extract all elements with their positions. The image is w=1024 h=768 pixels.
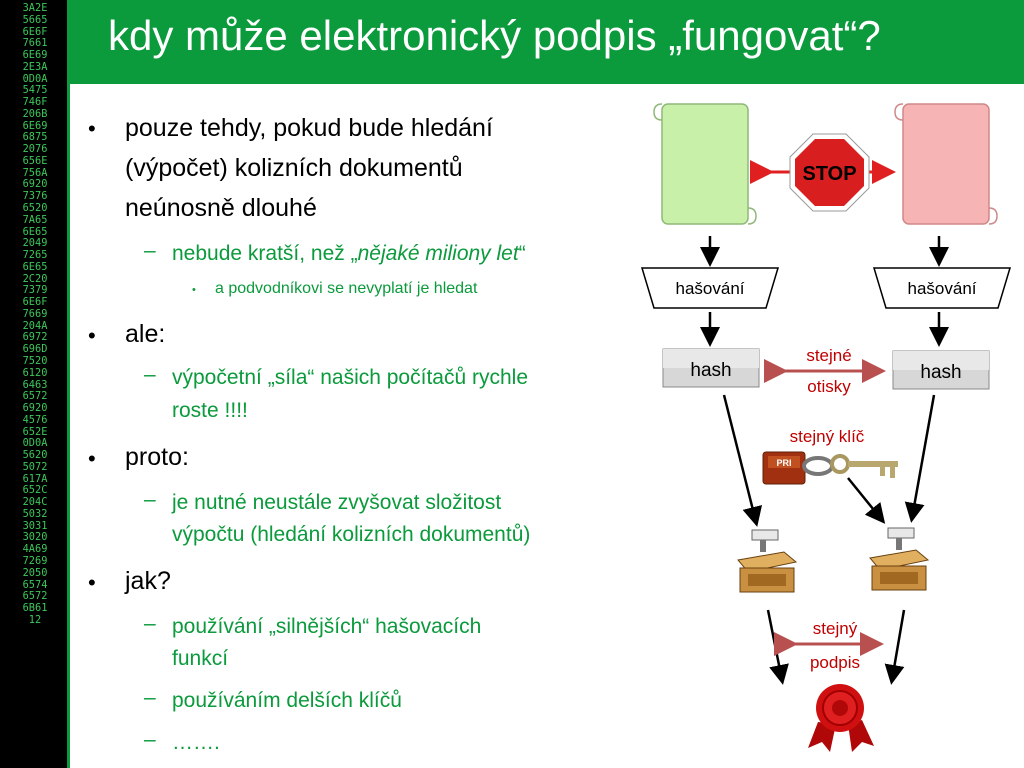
hex-code: 12 xyxy=(28,613,42,626)
hex-code: 5475 xyxy=(22,84,48,97)
hex-code: 6920 xyxy=(22,402,48,415)
dash-marker: – xyxy=(144,363,156,386)
hex-code: 7265 xyxy=(22,249,48,262)
hex-code: 7269 xyxy=(22,554,48,567)
hex-code: 6B61 xyxy=(22,602,48,615)
hex-code: 2C20 xyxy=(22,272,48,285)
hex-code: 0D0A xyxy=(22,437,48,450)
hex-code: 204A xyxy=(22,319,48,332)
hex-code: 696D xyxy=(22,343,48,356)
bullet-marker: • xyxy=(88,116,96,141)
sidebar xyxy=(0,0,70,768)
hex-code: 5620 xyxy=(22,449,48,462)
hex-code: 6E65 xyxy=(22,225,48,238)
bullet-b1-1 xyxy=(172,237,526,270)
hex-code: 6920 xyxy=(22,178,48,191)
private-key-icon xyxy=(763,452,898,484)
bullet-marker: • xyxy=(88,446,96,471)
hex-code: 3020 xyxy=(22,531,48,544)
hex-code: 6E65 xyxy=(22,260,48,273)
hex-code: 7520 xyxy=(22,354,48,367)
hex-code: 652C xyxy=(22,484,48,497)
same-signature-line1: stejný xyxy=(812,619,858,638)
hex-code: 206B xyxy=(22,107,48,120)
hex-code: 4576 xyxy=(22,413,48,426)
hash-left-label: hash xyxy=(690,360,732,381)
hashing-right-label: hašování xyxy=(907,279,977,298)
hex-code: 6875 xyxy=(22,131,48,144)
hex-code: 7376 xyxy=(22,190,48,203)
bullet-b4-2: používáním delších klíčů xyxy=(172,689,402,712)
hex-code: 5665 xyxy=(22,13,48,26)
hex-code: 656E xyxy=(22,154,48,167)
hashing-left-box xyxy=(642,268,778,308)
document-left-icon xyxy=(654,104,756,224)
bullet-b2-1-line1: výpočetní „síla“ našich počítačů rychle xyxy=(172,366,528,389)
seal-icon xyxy=(808,684,874,752)
hex-code: 6572 xyxy=(22,390,48,403)
hex-code: 7A65 xyxy=(22,213,48,226)
hex-code: 6120 xyxy=(22,366,48,379)
document-right-icon xyxy=(895,104,997,224)
hash-right-box xyxy=(893,351,989,389)
signature-diagram xyxy=(600,90,1020,760)
bullet-b1-1-emphasis: nějaké miliony let xyxy=(357,242,519,265)
hex-code: 6E6F xyxy=(22,296,48,309)
arrow-to-seal xyxy=(768,610,782,680)
hashing-left-label: hašování xyxy=(675,279,745,298)
same-key-label: stejný klíč xyxy=(789,427,865,446)
hex-code: 2049 xyxy=(22,237,48,250)
signature-press-right-icon xyxy=(870,528,928,590)
arrow-to-press xyxy=(724,395,756,522)
dash-marker: – xyxy=(144,239,156,262)
bullet-marker-small: • xyxy=(192,284,196,296)
hex-code: 6E69 xyxy=(22,119,48,132)
arrow-key-to-press xyxy=(848,478,882,520)
bullet-marker: • xyxy=(88,570,96,595)
hex-code: 756A xyxy=(22,166,48,179)
hex-code: 746F xyxy=(22,96,48,109)
bullet-b1-line3: neúnosně dlouhé xyxy=(125,194,317,222)
hex-code: 6972 xyxy=(22,331,48,344)
hex-code: 6E6F xyxy=(22,25,48,38)
slide-title: kdy může elektronický podpis „fungovat“? xyxy=(108,12,881,59)
hash-left-box xyxy=(663,349,759,387)
hex-code: 4A69 xyxy=(22,543,48,556)
same-prints-line2: otisky xyxy=(807,377,851,396)
hex-code: 617A xyxy=(22,472,48,485)
stop-text: STOP xyxy=(802,163,857,185)
bullet-b1-1-1: a podvodníkovi se nevyplatí je hledat xyxy=(215,280,478,297)
hex-code: 6520 xyxy=(22,202,48,215)
bullet-b4-3: ……. xyxy=(172,731,220,754)
hex-code: 7379 xyxy=(22,284,48,297)
hex-code: 2076 xyxy=(22,143,48,156)
bullet-b1-1-prefix: nebude kratší, než „ xyxy=(172,242,358,265)
hex-code: 652E xyxy=(22,425,48,438)
hex-code: 3031 xyxy=(22,519,48,532)
same-signature-line2: podpis xyxy=(809,653,861,672)
same-prints-line1: stejné xyxy=(806,346,852,365)
bullet-b2-1-line2: roste !!!! xyxy=(172,399,248,422)
hex-code: 2E3A xyxy=(22,60,48,73)
arrow-to-seal xyxy=(892,610,904,680)
hex-code: 5072 xyxy=(22,460,48,473)
hex-code: 0D0A xyxy=(22,72,48,85)
bullet-b2: ale: xyxy=(125,320,166,348)
hex-code: 7669 xyxy=(22,307,48,320)
bullet-b1-line2: (výpočet) kolizních dokumentů xyxy=(125,154,463,182)
bullet-b4: jak? xyxy=(125,567,171,595)
bullet-b1-1-suffix: “ xyxy=(518,242,526,265)
hex-code: 6463 xyxy=(22,378,48,391)
hex-code: 3A2E xyxy=(22,2,48,14)
hex-code: 6572 xyxy=(22,590,48,603)
dash-marker: – xyxy=(144,728,156,751)
bullet-b3-1-line1: je nutné neustále zvyšovat složitost xyxy=(172,491,502,514)
dash-marker: – xyxy=(144,686,156,709)
hash-right-label: hash xyxy=(920,362,962,383)
stop-sign-icon xyxy=(790,134,869,211)
signature-press-left-icon xyxy=(738,530,796,592)
dash-marker: – xyxy=(144,488,156,511)
hex-code: 204C xyxy=(22,496,48,509)
arrow-to-press xyxy=(912,395,934,518)
key-tag-text: PRI xyxy=(776,458,792,468)
bullet-b3: proto: xyxy=(125,443,189,471)
hex-code: 6E69 xyxy=(22,49,48,62)
hashing-right-box xyxy=(874,268,1010,308)
hex-code: 5032 xyxy=(22,507,48,520)
hex-code: 2050 xyxy=(22,566,48,579)
dash-marker: – xyxy=(144,612,156,635)
bullet-b4-1-line1: používání „silnějších“ hašovacích xyxy=(172,615,482,638)
title-bar xyxy=(70,0,1024,84)
bullet-marker: • xyxy=(88,323,96,348)
hex-column xyxy=(0,3,70,627)
hex-code: 7661 xyxy=(22,37,48,50)
bullet-b3-1-line2: výpočtu (hledání kolizních dokumentů) xyxy=(172,523,531,546)
hex-code: 6574 xyxy=(22,578,48,591)
bullet-b1-line1: pouze tehdy, pokud bude hledání xyxy=(125,114,493,142)
bullet-b4-1-line2: funkcí xyxy=(172,647,229,670)
